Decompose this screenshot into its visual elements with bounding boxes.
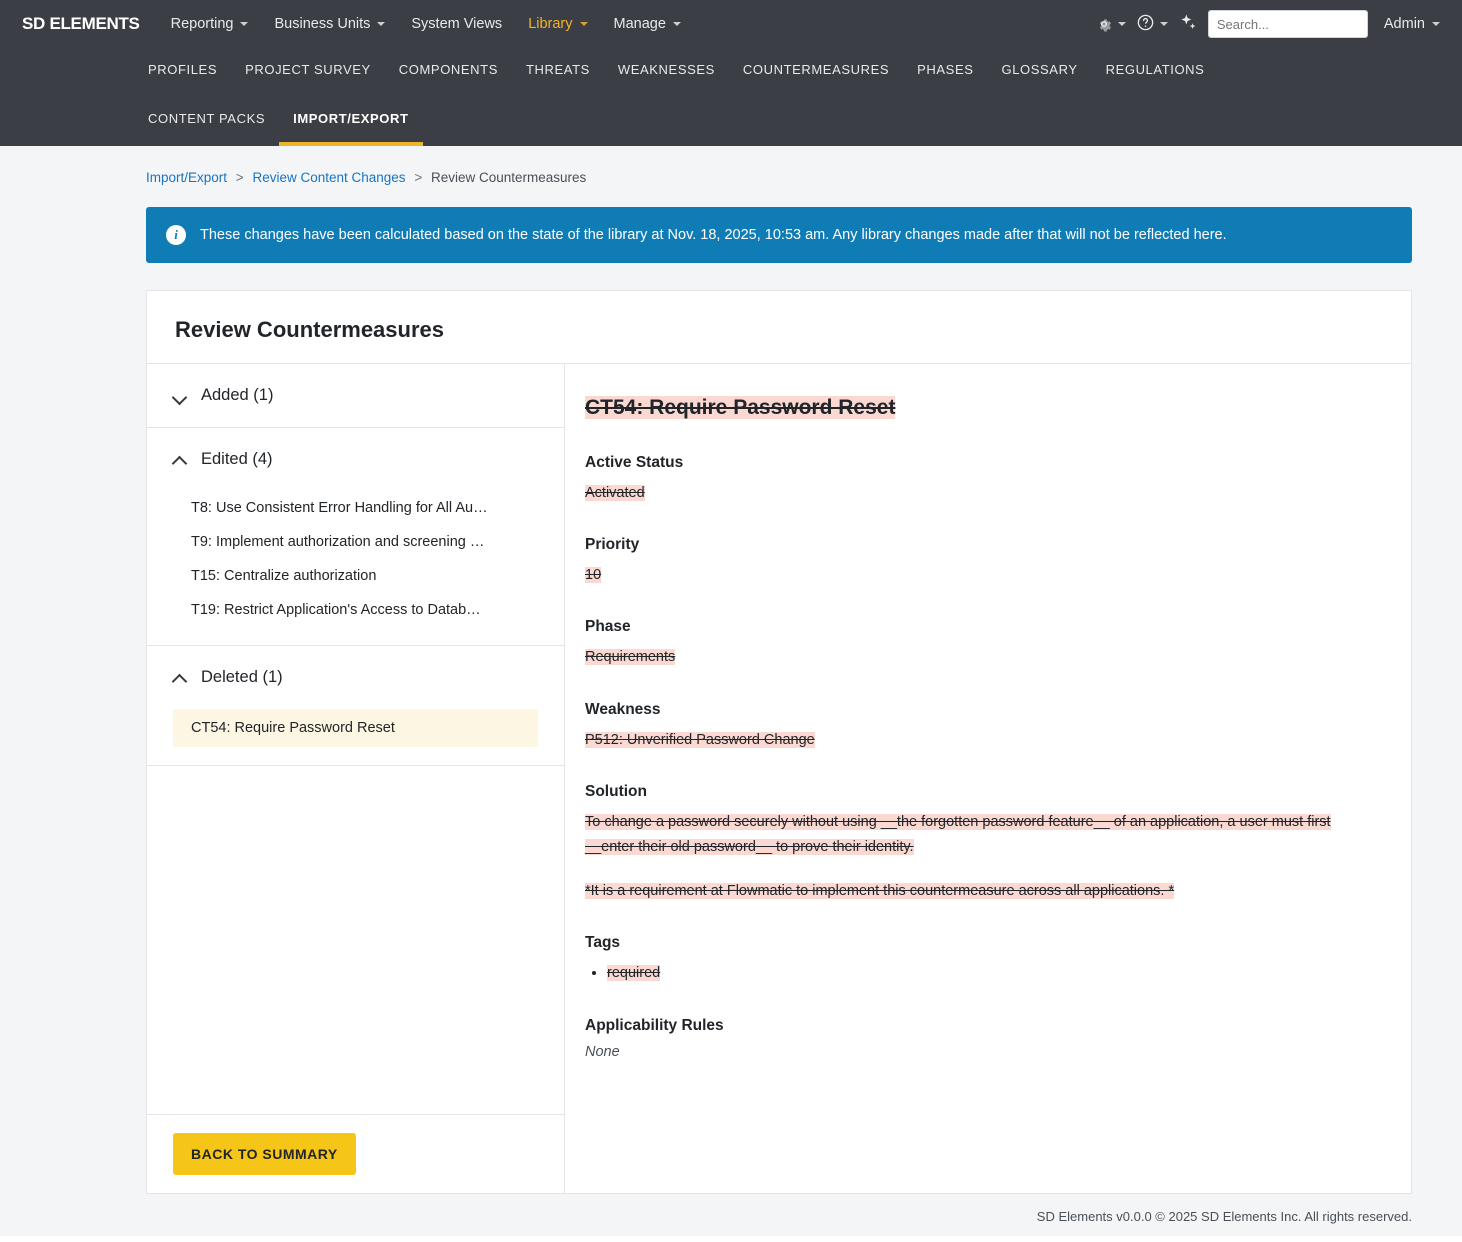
primary-nav-items	[158, 2, 694, 46]
chevron-up-icon	[173, 671, 187, 685]
accordion-header-edited[interactable]	[147, 428, 564, 491]
list-item[interactable]: T8: Use Consistent Error Handling for All Au…	[191, 500, 488, 516]
subnav-item-threats[interactable]: THREATS	[525, 62, 590, 77]
chevron-down-icon	[377, 22, 385, 26]
chevron-down-icon	[1118, 22, 1126, 26]
sidebar-footer	[147, 1114, 564, 1193]
nav-item-manage[interactable]	[601, 2, 694, 46]
field-label-phase: Phase	[585, 618, 631, 636]
nav-item-manage-label: Manage	[613, 16, 666, 32]
chevron-down-icon	[1160, 22, 1168, 26]
subnav-item-phases[interactable]: PHASES	[917, 62, 974, 77]
field-label-weakness: Weakness	[585, 700, 661, 718]
accordion-header-deleted[interactable]	[147, 646, 564, 709]
accordion-added	[147, 364, 564, 428]
chevron-down-icon	[580, 22, 588, 26]
breadcrumb-link-review-content-changes[interactable]: Review Content Changes	[252, 170, 406, 185]
field-phase	[585, 618, 1371, 670]
field-priority	[585, 536, 1371, 588]
field-applicability-rules	[585, 1017, 1371, 1060]
subnav-item-project-survey[interactable]: PROJECT SURVEY	[245, 62, 371, 77]
info-banner-text: These changes have been calculated based on the state of the library at Nov. 18, 2025, 10:53 am. Any library changes made after that will not be reflected here.	[200, 227, 1227, 243]
deleted-item-list	[147, 709, 564, 765]
gear-icon	[1095, 15, 1113, 33]
field-weakness	[585, 701, 1371, 753]
subnav-item-components[interactable]: COMPONENTS	[398, 62, 498, 77]
field-value-phase: Requirements	[585, 649, 676, 666]
tag-value: required	[607, 965, 661, 982]
edited-item-list	[147, 491, 564, 645]
nav-item-business-units[interactable]	[261, 2, 398, 46]
solution-text-1: To change a password securely without using __the forgotten password feature__ of an application, a user must first __enter their old password__ to prove their identity.	[585, 814, 1331, 856]
settings-menu[interactable]	[1095, 15, 1126, 33]
subnav-item-import-export[interactable]: IMPORT/EXPORT	[279, 97, 422, 146]
library-subnav-row-1	[0, 48, 1462, 97]
page-footer: SD Elements v0.0.0 © 2025 SD Elements Inc. All rights reserved.	[0, 1196, 1462, 1236]
detail-title: CT54: Require Password Reset	[585, 396, 896, 419]
accordion-deleted	[147, 646, 564, 766]
chevron-down-icon	[173, 389, 187, 403]
nav-item-business-units-label: Business Units	[274, 16, 371, 32]
field-value-active-status: Activated	[585, 484, 645, 501]
list-item[interactable]: T19: Restrict Application's Access to Datab…	[191, 602, 481, 618]
accordion-edited-label: Edited (4)	[201, 450, 273, 468]
subnav-item-countermeasures[interactable]: COUNTERMEASURES	[742, 62, 890, 77]
nav-item-library[interactable]	[515, 2, 600, 46]
chevron-down-icon	[1432, 22, 1440, 26]
list-item[interactable]: T9: Implement authorization and screening …	[191, 534, 485, 550]
breadcrumb-current: Review Countermeasures	[430, 170, 587, 185]
field-tags	[585, 934, 1371, 986]
breadcrumb	[0, 146, 1462, 197]
subnav-item-regulations[interactable]: REGULATIONS	[1105, 62, 1205, 77]
admin-menu-label: Admin	[1383, 16, 1425, 32]
chevron-up-icon	[173, 453, 187, 467]
nav-item-library-label: Library	[528, 16, 573, 32]
admin-menu[interactable]	[1378, 16, 1440, 32]
tag-list-item	[607, 961, 1371, 986]
subnav-item-weaknesses[interactable]: WEAKNESSES	[617, 62, 715, 77]
accordion-deleted-label: Deleted (1)	[201, 668, 283, 686]
solution-text-2: *It is a requirement at Flowmatic to implement this countermeasure across all applications. *	[585, 882, 1175, 899]
subnav-item-glossary[interactable]: GLOSSARY	[1001, 62, 1078, 77]
changes-sidebar	[147, 364, 565, 1193]
app-logo[interactable]: SD ELEMENTS	[22, 14, 140, 33]
field-value-applicability-rules: None	[585, 1043, 620, 1060]
accordion-edited	[147, 428, 564, 646]
nav-item-reporting[interactable]	[158, 2, 262, 46]
subnav-item-content-packs[interactable]: CONTENT PACKS	[148, 111, 266, 126]
primary-nav-row	[0, 0, 1462, 48]
field-label-priority: Priority	[585, 535, 640, 553]
list-item[interactable]: T15: Centralize authorization	[191, 568, 377, 584]
breadcrumb-separator: >	[414, 170, 423, 185]
nav-item-system-views[interactable]	[398, 2, 515, 46]
subnav-item-profiles[interactable]: PROFILES	[148, 62, 218, 77]
chevron-down-icon	[240, 22, 248, 26]
chevron-down-icon	[673, 22, 681, 26]
back-to-summary-button[interactable]: BACK TO SUMMARY	[173, 1133, 356, 1175]
page-content	[0, 146, 1462, 1236]
review-countermeasures-card	[146, 290, 1412, 1194]
field-value-weakness: P512: Unverified Password Change	[585, 731, 815, 748]
page-title: Review Countermeasures	[175, 317, 444, 342]
solution-paragraph-1	[585, 810, 1371, 861]
search-input[interactable]	[1208, 10, 1368, 38]
top-navigation-bar	[0, 0, 1462, 146]
help-menu[interactable]	[1136, 13, 1168, 36]
nav-item-reporting-label: Reporting	[170, 16, 234, 32]
ai-assistant-button[interactable]	[1178, 12, 1198, 36]
countermeasure-detail-panel	[565, 364, 1411, 1193]
field-label-applicability-rules: Applicability Rules	[585, 1016, 724, 1034]
nav-utility-area	[1095, 10, 1446, 38]
field-label-tags: Tags	[585, 934, 621, 952]
info-icon: i	[166, 225, 186, 245]
library-subnav-row-2	[0, 97, 1462, 146]
list-item-selected[interactable]: CT54: Require Password Reset	[173, 709, 538, 747]
help-circle-icon	[1136, 13, 1155, 36]
nav-item-system-views-label: System Views	[411, 16, 503, 32]
accordion-added-label: Added (1)	[201, 386, 274, 404]
field-value-priority: 10	[585, 566, 602, 583]
field-label-solution: Solution	[585, 783, 647, 800]
tag-list	[585, 961, 1371, 986]
breadcrumb-separator: >	[235, 170, 244, 185]
card-body	[147, 363, 1411, 1193]
info-banner	[146, 207, 1412, 263]
accordion-header-added[interactable]	[147, 364, 564, 427]
solution-paragraph-2	[585, 879, 1371, 904]
breadcrumb-link-import-export[interactable]: Import/Export	[146, 170, 228, 185]
sparkle-icon	[1178, 12, 1198, 36]
field-active-status	[585, 454, 1371, 506]
field-label-active-status: Active Status	[585, 453, 684, 471]
field-solution	[585, 783, 1371, 904]
